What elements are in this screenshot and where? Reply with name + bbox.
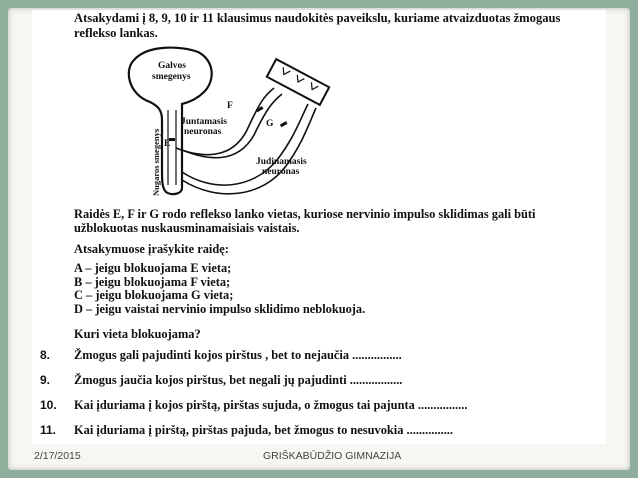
document-page — [32, 10, 606, 444]
motor-label-1: Judinamasis — [256, 157, 307, 167]
sensory-label-2: neuronas — [184, 127, 222, 137]
question-number: 10. — [40, 398, 57, 412]
question-body: Žmogus gali pajudinti kojos pirštus , bet to nejaučia ................ — [74, 348, 402, 362]
question-number: 8. — [40, 348, 51, 362]
option-b: B – jeigu blokuojama F vieta; — [74, 274, 231, 289]
intro-text: Atsakydami į 8, 9, 10 ir 11 klausimus naudokitės paveikslu, kuriame atvaizduotas žmogaus reflekso lankas. — [74, 11, 561, 40]
footer-school: GRIŠKABŪDŽIO GIMNAZIJA — [263, 450, 402, 462]
option-d: D – jeigu vaistai nervinio impulso sklidimo neblokuoja. — [74, 302, 366, 317]
question-10 — [40, 398, 467, 413]
mark-f — [256, 106, 264, 112]
question-body: Kai įduriama į pirštą, pirštas pajuda, bet žmogus to nesuvokia ............... — [74, 423, 453, 437]
question-9 — [40, 373, 402, 388]
answer-options — [74, 262, 365, 317]
point-g-label: G — [266, 119, 274, 129]
paragraph-text: Raidės E, F ir G rodo reflekso lanko vietas, kuriose nervinio impulso sklidimas gali būti užblokuotas nuskausminamaisiais vaistais. — [74, 207, 536, 235]
reflex-arc-diagram — [32, 10, 606, 205]
motor-label-2: neuronas — [262, 167, 300, 177]
option-c: C – jeigu blokuojama G vieta; — [74, 288, 234, 303]
spinal-label: Nugaros smegenys — [151, 128, 161, 196]
point-f-label: F — [227, 101, 233, 111]
sensory-label-1: Juntamasis — [181, 117, 227, 127]
question-body: Kai įduriama į kojos pirštą, pirštas sujuda, o žmogus tai pajunta ................ — [74, 398, 468, 412]
instruction-text: Atsakymuose įrašykite raidę: — [74, 242, 229, 256]
question-text: Kuri vieta blokuojama? — [74, 327, 201, 341]
question-11 — [40, 423, 453, 438]
question-number: 11. — [40, 423, 57, 437]
question-number: 9. — [40, 373, 51, 387]
option-a: A – jeigu blokuojama E vieta; — [74, 261, 232, 275]
footer-date: 2/17/2015 — [34, 450, 81, 462]
receptor-box — [267, 59, 329, 105]
brain-label-1: Galvos — [158, 61, 186, 71]
mark-g — [280, 121, 288, 127]
question-8 — [40, 348, 402, 363]
question-body: Žmogus jaučia kojos pirštus, bet negali jų pajudinti ................. — [74, 373, 403, 387]
brain-label-2: smegenys — [152, 72, 191, 82]
point-e-label: E — [164, 139, 171, 149]
